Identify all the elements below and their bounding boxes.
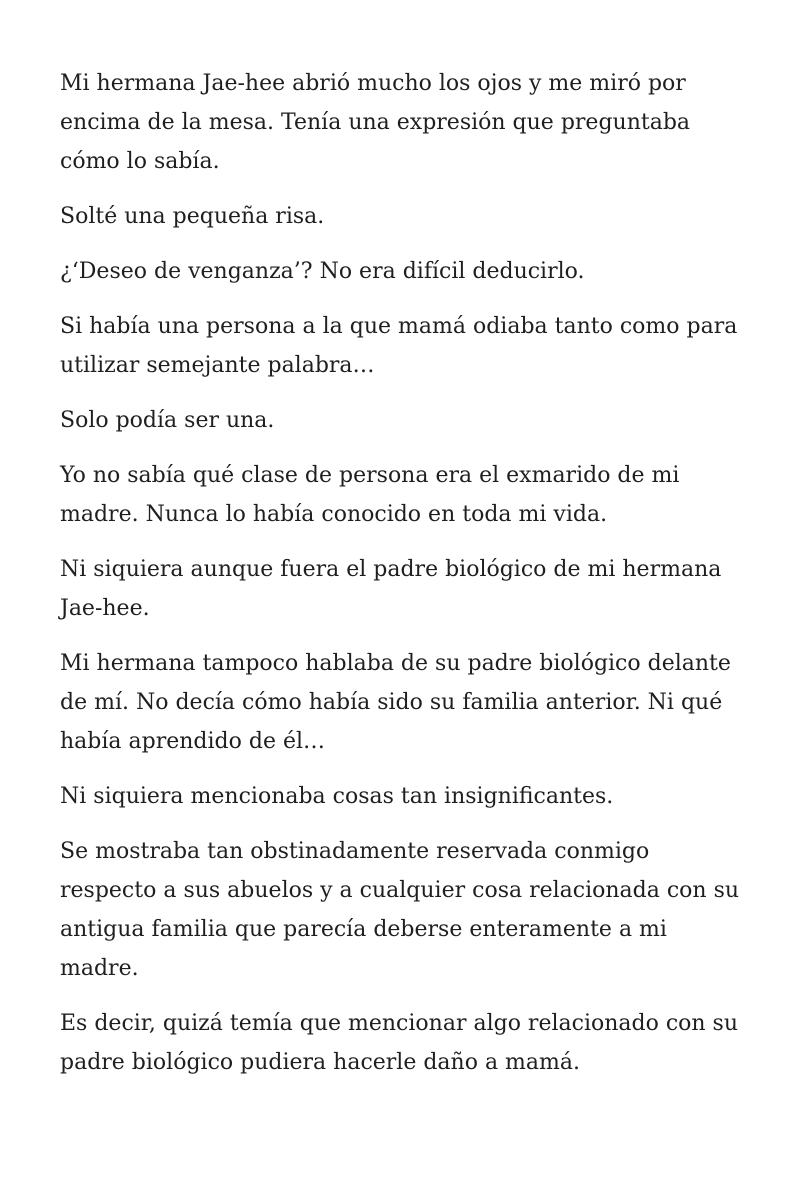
paragraph-7: Ni siquiera aunque fuera el padre biológico de mi hermana Jae-hee. xyxy=(60,557,722,621)
paragraph-5: Solo podía ser una. xyxy=(60,408,275,433)
paragraph-2: Solté una pequeña risa. xyxy=(60,204,325,229)
paragraph-3: ¿‘Deseo de venganza’? No era difícil deducirlo. xyxy=(60,259,585,284)
paragraph-9: Ni siquiera mencionaba cosas tan insignificantes. xyxy=(60,784,614,809)
paragraph-6: Yo no sabía qué clase de persona era el exmarido de mi madre. Nunca lo había conocido en toda mi vida. xyxy=(60,463,680,527)
paragraph-11: Es decir, quizá temía que mencionar algo relacionado con su padre biológico pudiera hacerle daño a mamá. xyxy=(60,1011,739,1075)
paragraph-8: Mi hermana tampoco hablaba de su padre biológico delante de mí. No decía cómo había sido su familia anterior. Ni qué había aprendido de él… xyxy=(60,651,731,754)
paragraph-10: Se mostraba tan obstinadamente reservada conmigo respecto a sus abuelos y a cualquier cosa relacionada con su antigua familia que parecía deberse enteramente a mi madre. xyxy=(60,839,740,981)
paragraph-4: Si había una persona a la que mamá odiaba tanto como para utilizar semejante palabra… xyxy=(60,314,738,378)
paragraph-1: Mi hermana Jae-hee abrió mucho los ojos y me miró por encima de la mesa. Tenía una expresión que preguntaba cómo lo sabía. xyxy=(60,71,691,174)
